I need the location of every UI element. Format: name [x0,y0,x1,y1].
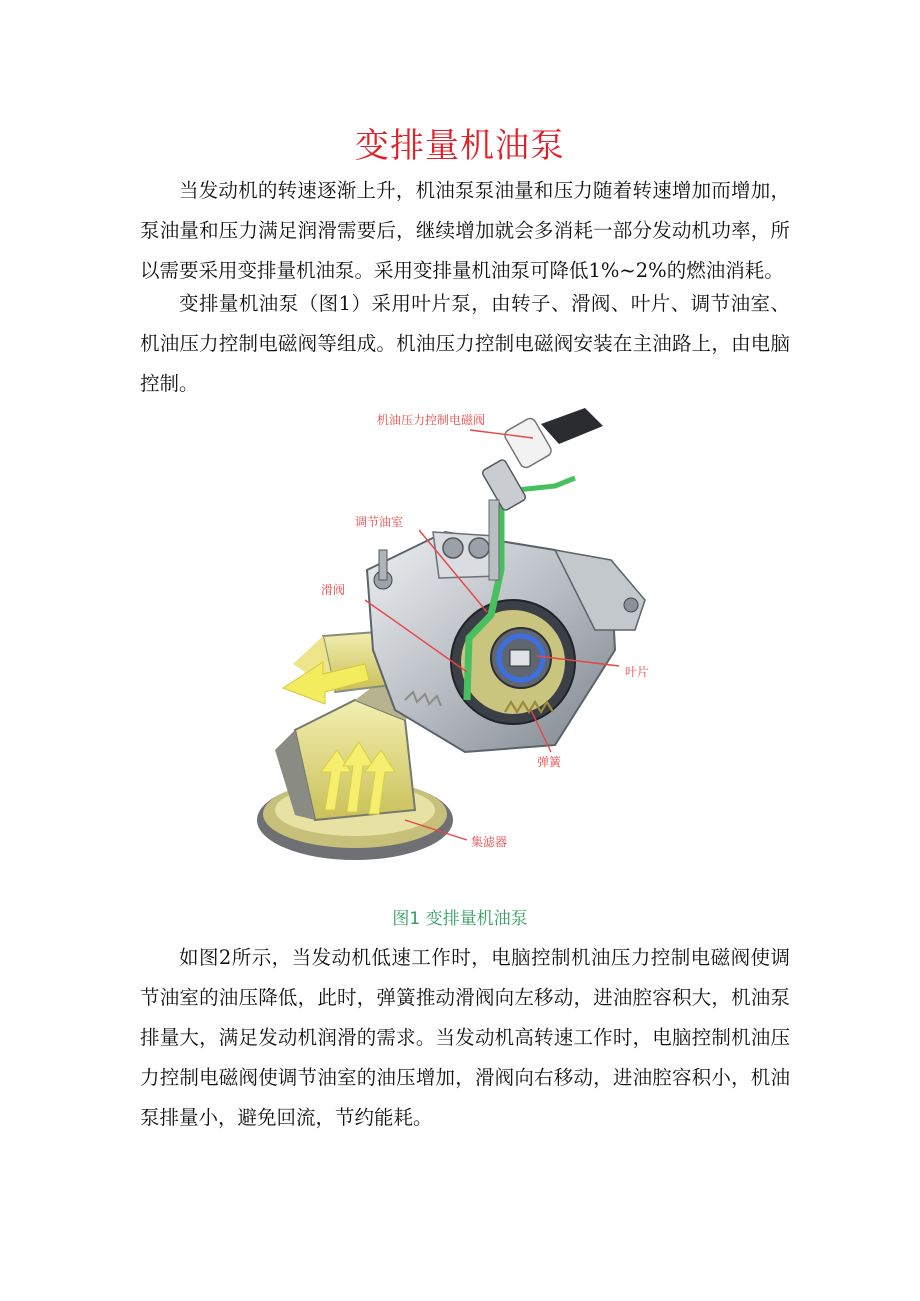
paragraph-2 [140,284,790,404]
oil-pump-illustration [255,400,675,878]
paragraph-text: 如图2所示，当发动机低速工作时，电脑控制机油压力控制电磁阀使调节油室的油压降低，此时，弹簧推动滑阀向左移动，进油腔容积大，机油泵排量大，满足发动机润滑的需求。当发动机高转速工作时，电脑控制机油压力控制电磁阀使调节油室的油压增加，滑阀向右移动，进油腔容积小，机油泵排量小，避免回流，节约能耗。 [140,946,790,1129]
figure-caption: 图1 变排量机油泵 [392,909,528,929]
document-title: 变排量机油泵 [355,126,565,166]
paragraph-text: 变排量机油泵（图1）采用叶片泵，由转子、滑阀、叶片、调节油室、机油压力控制电磁阀等组成。机油压力控制电磁阀安装在主油路上，由电脑控制。 [140,292,790,395]
label-vane: 叶片 [625,665,650,679]
label-solenoid-valve: 机油压力控制电磁阀 [377,413,486,427]
label-slide-valve: 滑阀 [321,583,346,597]
label-strainer: 集滤器 [471,835,508,849]
paragraph-1 [140,171,790,291]
paragraph-text: 当发动机的转速逐渐上升，机油泵泵油量和压力随着转速增加而增加，泵油量和压力满足润滑需要后，继续增加就会多消耗一部分发动机功率，所以需要采用变排量机油泵。采用变排量机油泵可降低1%~2%的燃油消耗。 [140,179,790,282]
paragraph-3 [140,938,790,1138]
oil-pump-drawing [255,400,675,878]
label-control-chamber: 调节油室 [355,515,404,529]
label-spring: 弹簧 [537,755,562,769]
